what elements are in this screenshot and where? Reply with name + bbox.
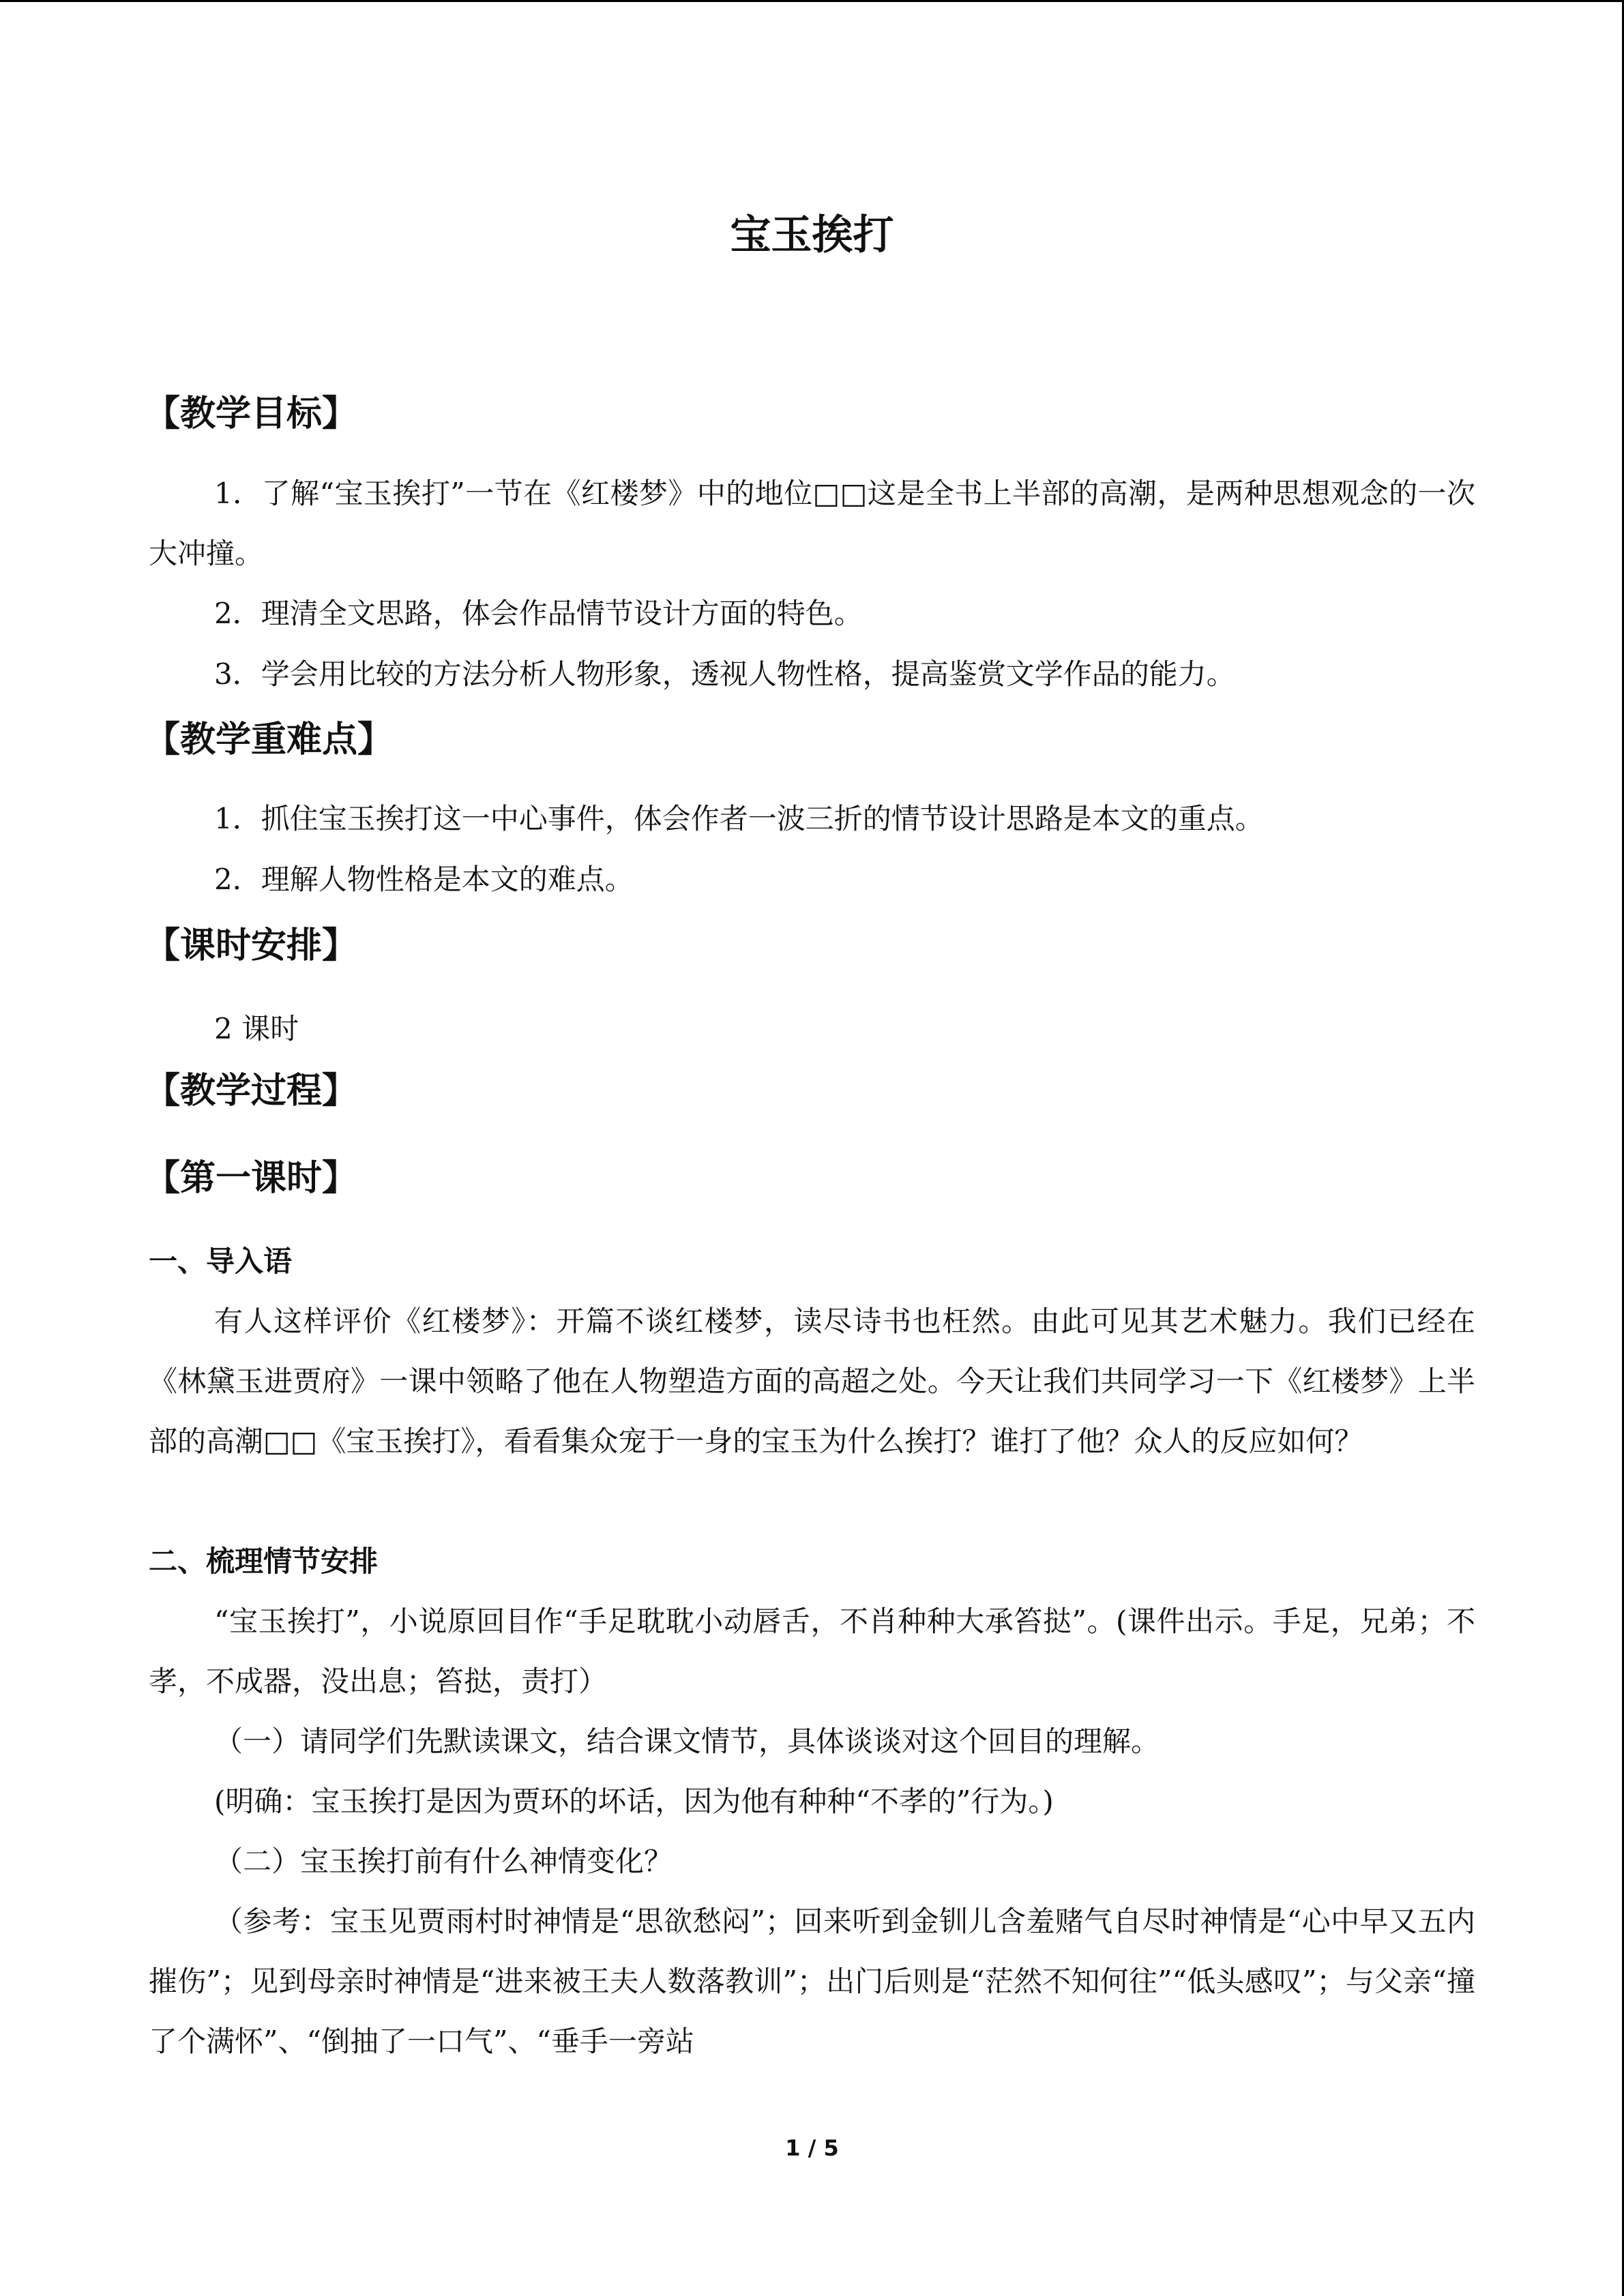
heading-introduction: 一、导入语 — [149, 1244, 293, 1278]
document-title: 宝玉挨打 — [730, 211, 894, 259]
heading-teaching-process: 【教学过程】 — [145, 1071, 358, 1112]
plot-paragraph-3: (明确：宝玉挨打是因为贾环的坏话，因为他有种种“不孝的”行为。) — [214, 1785, 1054, 1818]
key-point-item-1: 1．抓住宝玉挨打这一中心事件，体会作者一波三折的情节设计思路是本文的重点。 — [214, 802, 1264, 835]
page-border-top — [0, 0, 1624, 2]
key-point-item-2: 2．理解人物性格是本文的难点。 — [214, 863, 634, 896]
heading-teaching-goals: 【教学目标】 — [145, 393, 358, 434]
introduction-paragraph: 有人这样评价《红楼梦》：开篇不谈红楼梦，读尽诗书也枉然。由此可见其艺术魅力。我们已经在《林黛玉进贾府》一课中领略了他在人物塑造方面的高超之处。今天让我们共同学习一下《红楼梦》上半部的高潮□□《宝玉挨打》，看看集众宠于一身的宝玉为什么挨打？谁打了他？众人的反应如何？ — [149, 1304, 1475, 1458]
plot-paragraph-1: “宝玉挨打”，小说原回目作“手足耽耽小动唇舌，不肖种种大承笞挞”。(课件出示。手足，兄弟；不孝，不成器，没出息；笞挞，责打） — [149, 1605, 1475, 1698]
goal-item-3: 3．学会用比较的方法分析人物形象，透视人物性格，提高鉴赏文学作品的能力。 — [214, 657, 1235, 691]
heading-schedule: 【课时安排】 — [145, 925, 358, 966]
plot-paragraph-5: （参考：宝玉见贾雨村时神情是“思欲愁闷”；回来听到金钏儿含羞赌气自尽时神情是“心中早又五内摧伤”；见到母亲时神情是“进来被王夫人数落教训”；出门后则是“茫然不知何往”“低头感叹”；与父亲“撞了个满怀”、“倒抽了一口气”、“垂手一旁站 — [149, 1905, 1475, 2058]
heading-first-lesson: 【第一课时】 — [145, 1158, 358, 1199]
plot-paragraph-2: （一）请同学们先默读课文，结合课文情节，具体谈谈对这个回目的理解。 — [214, 1725, 1160, 1758]
heading-key-points: 【教学重难点】 — [145, 719, 394, 760]
schedule-text: 2 课时 — [214, 1012, 299, 1045]
page-number: 1 / 5 — [785, 2135, 839, 2161]
goal-item-2: 2．理清全文思路，体会作品情节设计方面的特色。 — [214, 597, 863, 630]
goal-item-1: 1．了解“宝玉挨打”一节在《红楼梦》中的地位□□这是全书上半部的高潮，是两种思想观念的一次大冲撞。 — [149, 477, 1475, 570]
plot-paragraph-4: （二）宝玉挨打前有什么神情变化？ — [214, 1845, 673, 1878]
heading-plot-arrangement: 二、梳理情节安排 — [149, 1545, 379, 1578]
